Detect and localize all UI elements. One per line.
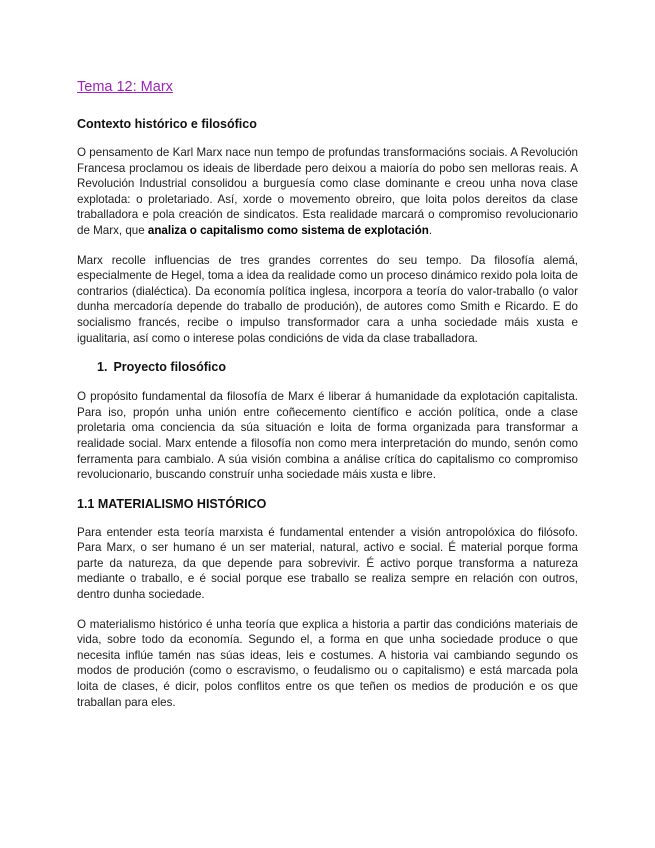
section-heading-proyecto [77,360,578,374]
section-number: 1. [97,360,108,375]
paragraph-materialismo-1: Para entender esta teoría marxista é fundamental entender a visión antropolóxica do filósofo. Para Marx, o ser humano é un ser material, natural, activo e social. É material porque forma parte da natureza, da que depende para sobrevivir. É activo porque transforma a natureza mediante o traballo, e é social porque ese traballo se realiza sempre en relación con outros, dentro dunha sociedade. [77,525,578,602]
paragraph-text-end: . [428,223,433,237]
paragraph-proyecto-1: O propósito fundamental da filosofía de Marx é liberar á humanidade da explotación capitalista. Para iso, propón unha unión entre coñecemento científico e acción política, onde a clase proletaria oma conciencia da súa situación e loita de forma organizada para transformar a realidade social. Marx entende a filosofía non como mera interpretación do mundo, senón como ferramenta para cambialo. A súa visión combina a análise crítica do capitalismo co compromiso revolucionario, buscando construír unha sociedade máis xusta e libre. [77,390,578,482]
bold-emphasis: analiza o capitalismo como sistema de explotación [147,223,429,237]
section-heading-contexto: Contexto histórico e filosófico [77,117,257,131]
section-heading-text: Proyecto filosófico [113,360,226,375]
paragraph-contexto-1 [77,145,578,239]
paragraph-contexto-2: Marx recolle influencias de tres grandes correntes do seu tempo. Da filosofía alemá, especialmente de Hegel, toma a idea da realidade como un proceso dinámico rexido pola loita de contrarios (dialéctica). Da economía política inglesa, incorpora a teoría do valor-traballo (o valor dunha mercadoría depende do traballo de produción), de autores como Smith e Ricardo. E do socialismo francés, recibe o impulso transformador cara a unha sociedade máis xusta e igualitaria, así como o interese polas condicións de vida da clase traballadora. [77,253,578,345]
paragraph-text: O pensamento de Karl Marx nace nun tempo de profundas transformacións sociais. A Revolución Francesa proclamou os ideais de liberdade pero deixou a maioría do pobo sen melloras reais. A Revolución Industrial consolidou a burguesía como clase dominante e creou unha nova clase explotada: o proletariado. Así, xorde o movemento obreiro, que loita polos dereitos da clase traballadora e pola creación de sindicatos. Esta realidade marcará o compromiso revolucionario de Marx, que [77,146,578,237]
paragraph-materialismo-2: O materialismo histórico é unha teoría que explica a historia a partir das condicións materiais de vida, sobre todo da economía. Segundo el, a forma en que unha sociedade produce o que necesita inflúe tamén nas súas ideas, leis e costumes. A historia vai cambiando segundo os modos de produción (como o escravismo, o feudalismo ou o capitalismo) e está marcada pola loita de clases, é dicir, polos conflitos entre os que teñen os medios de produción e os que traballan para eles. [77,617,578,709]
section-heading-materialismo: 1.1 MATERIALISMO HISTÓRICO [77,496,267,511]
document-title-link[interactable]: Tema 12: Marx [77,79,173,95]
